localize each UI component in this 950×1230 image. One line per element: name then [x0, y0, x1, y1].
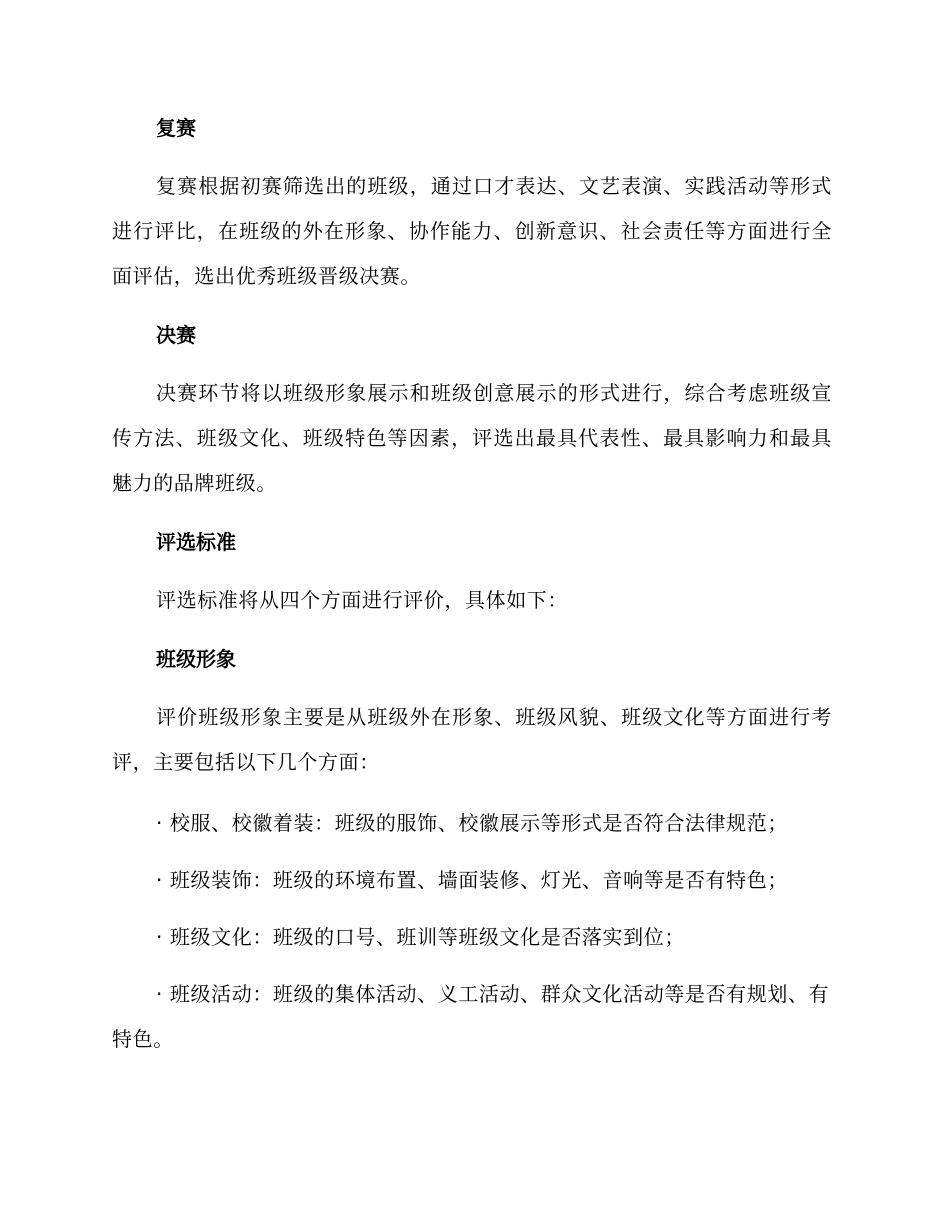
section-paragraph-class-image: 评价班级形象主要是从班级外在形象、班级风貌、班级文化等方面进行考评，主要包括以下几个方面：	[112, 705, 832, 774]
document-body	[112, 108, 832, 1074]
section-paragraph-criteria: 评选标准将从四个方面进行评价，具体如下：	[156, 588, 568, 612]
section-heading-semifinal: 复赛	[156, 116, 196, 140]
section-heading-criteria: 评选标准	[156, 530, 236, 554]
list-item: · 校服、校徽着装：班级的服饰、校徽展示等形式是否符合法律规范；	[156, 811, 788, 835]
list-item: · 班级活动：班级的集体活动、义工活动、群众文化活动等是否有规划、有特色。	[112, 982, 830, 1051]
section-heading-final: 决赛	[156, 323, 196, 347]
section-paragraph-semifinal: 复赛根据初赛筛选出的班级，通过口才表达、文艺表演、实践活动等形式进行评比，在班级的外在形象、协作能力、创新意识、社会责任等方面进行全面评估，选出优秀班级晋级决赛。	[112, 174, 832, 288]
list-item: · 班级装饰：班级的环境布置、墙面装修、灯光、音响等是否有特色；	[156, 868, 788, 892]
section-heading-class-image: 班级形象	[156, 647, 236, 671]
section-paragraph-final: 决赛环节将以班级形象展示和班级创意展示的形式进行，综合考虑班级宣传方法、班级文化、班级特色等因素，评选出最具代表性、最具影响力和最具魅力的品牌班级。	[112, 381, 832, 495]
list-item: · 班级文化：班级的口号、班训等班级文化是否落实到位；	[156, 925, 685, 949]
